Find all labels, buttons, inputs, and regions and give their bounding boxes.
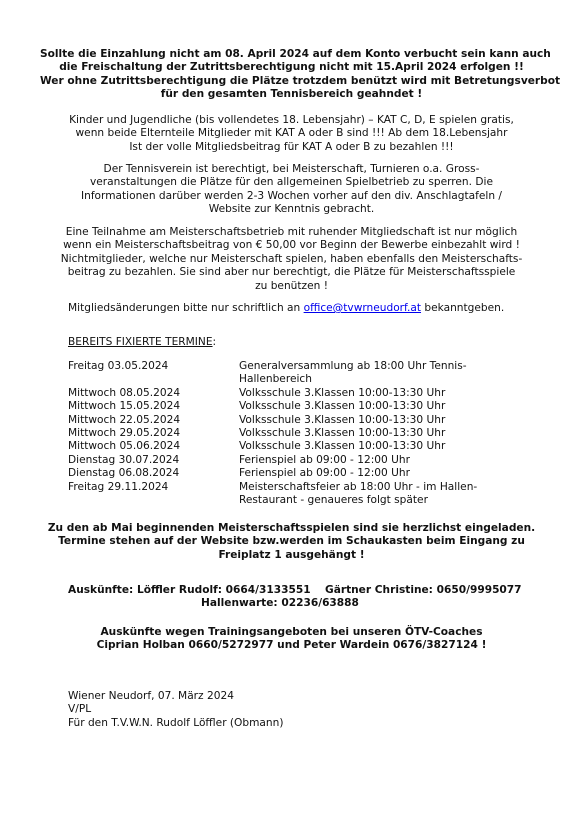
access-warning <box>40 48 561 102</box>
text-line: Freiplatz 1 ausgehängt ! <box>218 548 365 561</box>
schedule-date: Mittwoch 08.05.2024 <box>68 386 181 399</box>
schedule-heading <box>68 336 571 349</box>
text-line: beitrag zu bezahlen. Sie sind aber nur berechtigt, die Plätze für Meisterschaftsspiele <box>67 266 516 279</box>
youth-paragraph <box>40 114 543 154</box>
schedule-event: Volksschule 3.Klassen 10:00-13:30 Uhr <box>239 400 446 413</box>
text-line: Auskünfte wegen Trainingsangeboten bei unseren ÖTV-Coaches <box>100 626 483 638</box>
schedule-event: Volksschule 3.Klassen 10:00-13:30 Uhr <box>239 427 446 440</box>
signature-initials: V/PL <box>68 703 92 716</box>
text-line: wenn ein Meisterschaftsbeitrag von € 50,00 vor Beginn der Bewerbe einbezahlt wird ! <box>63 239 520 252</box>
text-line: für den gesamten Tennisbereich geahndet ! <box>160 88 423 101</box>
schedule-table <box>68 360 548 507</box>
schedule-date: Freitag 03.05.2024 <box>68 360 169 372</box>
text-line: Ist der volle Mitgliedsbeitrag für KAT A oder B zu bezahlen !!! <box>129 140 454 153</box>
text-line: Nichtmitglieder, welche nur Meisterschaft spielen, haben ebenfalls den Meisterschafts- <box>60 252 523 265</box>
club-rights-paragraph <box>40 163 543 217</box>
text-line: Kinder und Jugendliche (bis vollendetes 18. Lebensjahr) – KAT C, D, E spielen gratis, <box>69 114 514 126</box>
contact-gaertner: Gärtner Christine: 0650/9995077 <box>325 584 522 596</box>
schedule-row <box>68 360 548 387</box>
schedule-date: Mittwoch 29.05.2024 <box>68 427 181 440</box>
schedule-event: Ferienspiel ab 09:00 - 12:00 Uhr <box>239 467 410 480</box>
schedule-row <box>68 400 548 413</box>
text-line: Website zur Kenntnis gebracht. <box>208 203 375 216</box>
schedule-date: Freitag 29.11.2024 <box>68 480 169 493</box>
schedule-date: Mittwoch 15.05.2024 <box>68 400 181 413</box>
contact-loeffler: Auskünfte: Löffler Rudolf: 0664/3133551 <box>68 584 311 596</box>
schedule-date: Dienstag 06.08.2024 <box>68 467 180 480</box>
text-line: Eine Teilnahme am Meisterschaftsbetrieb mit ruhender Mitgliedschaft ist nur möglich <box>65 226 518 238</box>
membership-changes-line <box>68 302 548 315</box>
signature-name: Für den T.V.W.N. Rudolf Löffler (Obmann) <box>68 716 284 729</box>
text-line: Der Tennisverein ist berechtigt, bei Meisterschaft, Turnieren o.a. Gross- <box>103 163 480 175</box>
invitation-paragraph <box>40 522 543 562</box>
text-line: die Freischaltung der Zutrittsberechtigung nicht mit 15.April 2024 erfolgen !! <box>59 61 524 74</box>
schedule-event: Meisterschaftsfeier ab 18:00 Uhr - im Hallen-Restaurant - genaueres folgt später <box>239 480 478 507</box>
schedule-date: Mittwoch 22.05.2024 <box>68 413 181 426</box>
schedule-event: Generalversammlung ab 18:00 Uhr Tennis-Hallenbereich <box>239 360 467 386</box>
changes-text: Mitgliedsänderungen bitte nur schriftlich an <box>68 302 304 314</box>
schedule-heading-colon: : <box>212 336 217 348</box>
schedule-row <box>68 481 548 508</box>
schedule-row <box>68 414 548 427</box>
changes-text-end: bekanntgeben. <box>421 302 505 314</box>
text-line: Ciprian Holban 0660/5272977 und Peter Wardein 0676/3827124 ! <box>96 639 487 652</box>
text-line: wenn beide Elternteile Mitglieder mit KAT A oder B sind !!! Ab dem 18.Lebensjahr <box>75 127 508 140</box>
training-paragraph <box>40 626 543 653</box>
text-line: veranstaltungen die Plätze für den allgemeinen Spielbetrieb zu sperren. Die <box>90 176 493 189</box>
text-line: Zu den ab Mai beginnenden Meisterschaftsspielen sind sie herzlichst eingeladen. <box>47 522 536 534</box>
contact-hallenwarte: Hallenwarte: 02236/63888 <box>201 597 359 609</box>
schedule-date: Mittwoch 05.06.2024 <box>68 440 181 453</box>
schedule-heading-text: BEREITS FIXIERTE TERMINE <box>68 336 213 348</box>
text-line: Sollte die Einzahlung nicht am 08. April 2024 auf dem Konto verbucht sein kann auch <box>40 48 551 60</box>
schedule-row <box>68 440 548 453</box>
signature-block <box>68 690 571 730</box>
championship-paragraph <box>40 226 543 293</box>
email-link[interactable]: office@tvwrneudorf.at <box>303 302 422 314</box>
schedule-event: Volksschule 3.Klassen 10:00-13:30 Uhr <box>239 413 446 426</box>
text-line: Informationen darüber werden 2-3 Wochen vorher auf den div. Anschlagtafeln / <box>80 189 502 202</box>
schedule-event: Ferienspiel ab 09:00 - 12:00 Uhr <box>239 453 410 466</box>
text-line: Termine stehen auf der Website bzw.werden im Schaukasten beim Eingang zu <box>58 535 525 548</box>
text-line: zu benützen ! <box>255 279 328 292</box>
schedule-row <box>68 427 548 440</box>
signature-date: Wiener Neudorf, 07. März 2024 <box>68 690 234 702</box>
text-line: Wer ohne Zutrittsberechtigung die Plätze trotzdem benützt wird mit Betretungsverbot <box>40 74 561 87</box>
schedule-event: Volksschule 3.Klassen 10:00-13:30 Uhr <box>239 386 446 399</box>
schedule-row <box>68 387 548 400</box>
schedule-event: Volksschule 3.Klassen 10:00-13:30 Uhr <box>239 440 446 453</box>
schedule-row <box>68 454 548 467</box>
schedule-row <box>68 467 548 480</box>
schedule-date: Dienstag 30.07.2024 <box>68 453 180 466</box>
